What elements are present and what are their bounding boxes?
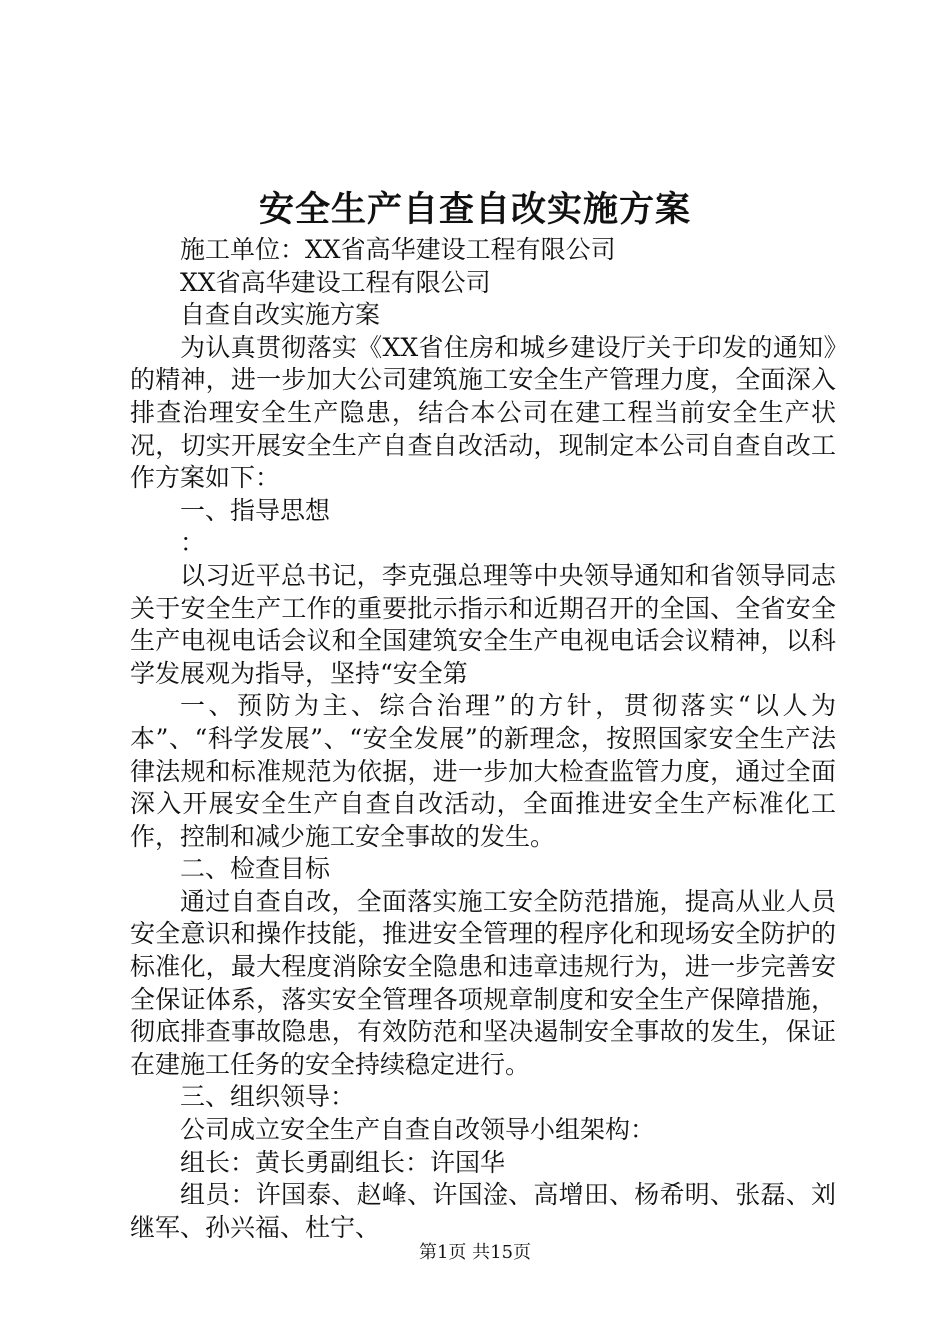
paragraph-policy: 一、预防为主、综合治理”的方针，贯彻落实“以人为本”、“科学发展”、“安全发展”的新理念，按照国家安全生产法律法规和标准规范为依据，进一步加大检查监管力度，通过全面深入开展安全生产自查自改活动，全面推进安全生产标准化工作，控制和减少施工安全事故的发生。 (130, 691, 836, 851)
paragraph-group-members: 组员：许国泰、赵峰、许国淦、高增田、杨希明、张磊、刘继军、孙兴福、杜宁、 (130, 1180, 836, 1242)
paragraph-inspection-goals: 通过自查自改，全面落实施工安全防范措施，提高从业人员安全意识和操作技能，推进安全管理的程序化和现场安全防护的标准化，最大程度消除安全隐患和违章违规行为，进一步完善安全保证体系，落实安全管理各项规章制度和安全生产保障措施，彻底排查事故隐患，有效防范和坚决遏制安全事故的发生，保证在建施工任务的安全持续稳定进行。 (130, 886, 836, 1079)
paragraph-company-name: XX省高华建设工程有限公司 (180, 267, 491, 297)
paragraph-construction-unit: 施工单位：XX省高华建设工程有限公司 (180, 235, 616, 264)
document-body (130, 234, 836, 1244)
paragraph-colon: ： (180, 528, 206, 558)
paragraph-guiding-thought: 以习近平总书记，李克强总理等中央领导通知和省领导同志关于安全生产工作的重要批示指示和近期召开的全国、全省安全生产电视电话会议和全国建筑安全生产电视电话会议精神，以科学发展观为指导，坚持“安全第 (130, 560, 836, 688)
document-title: 安全生产自查自改实施方案 (258, 189, 691, 230)
paragraph-group-leaders: 组长：黄长勇副组长：许国华 (180, 1147, 506, 1177)
paragraph-introduction: 为认真贯彻落实《XX省住房和城乡建设厅关于印发的通知》的精神，进一步加大公司建筑施工安全生产管理力度，全面深入排查治理安全生产隐患，结合本公司在建工程当前安全生产状况，切实开展安全生产自查自改活动，现制定本公司自查自改工作方案如下： (130, 332, 836, 493)
section-heading-guiding-thought: 一、指导思想 (180, 495, 331, 525)
paragraph-leading-group: 公司成立安全生产自查自改领导小组架构： (180, 1115, 656, 1145)
paragraph-plan-name: 自查自改实施方案 (180, 300, 381, 330)
section-heading-organization: 三、组织领导： (180, 1082, 356, 1112)
page-number-footer: 第1页 共15页 (418, 1242, 532, 1263)
section-heading-inspection-goals: 二、检查目标 (180, 854, 331, 884)
